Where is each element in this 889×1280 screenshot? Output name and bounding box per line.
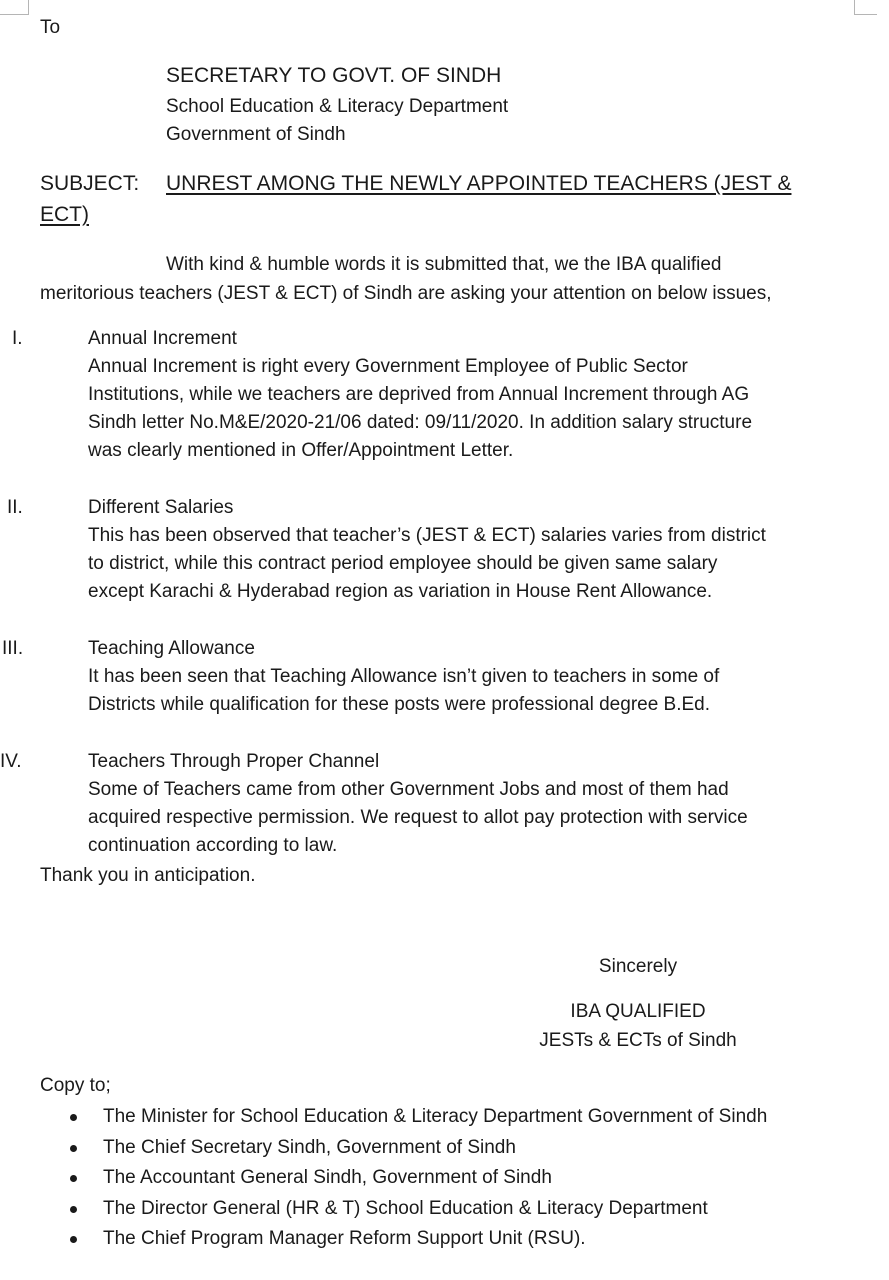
issue-body-line: to district, while this contract period employee should be given same salary [88,553,718,574]
issue-body-line: It has been seen that Teaching Allowance isn’t given to teachers in some of [88,666,720,687]
copy-to-recipient: The Minister for School Education & Literacy Department Government of Sindh [103,1106,768,1127]
copy-to-recipient: The Chief Secretary Sindh, Government of Sindh [103,1136,516,1158]
issue-numeral: II. [7,497,23,518]
issue-body-line: was clearly mentioned in Offer/Appointment Letter. [88,440,514,461]
issue-body-line: Some of Teachers came from other Government Jobs and most of them had [88,779,729,800]
subject-text-line2: ECT) [40,203,89,226]
issue-numeral: I. [12,328,23,349]
page-corner-mark-left [0,0,29,15]
intro-line2: meritorious teachers (JEST & ECT) of Sindh are asking your attention on below issues, [40,283,772,304]
copy-to-recipient: The Accountant General Sindh, Government of Sindh [103,1167,552,1188]
signature-salutation: Sincerely [598,956,678,977]
issue-heading: Annual Increment [88,328,237,349]
signature-name: IBA QUALIFIED [570,1001,706,1022]
issue-body-line: Institutions, while we teachers are deprived from Annual Increment through AG [88,384,750,405]
recipient-title: SECRETARY TO GOVT. OF SINDH [166,64,502,87]
bullet-icon [70,1236,77,1243]
recipient-government: Government of Sindh [166,124,346,145]
intro-line1: With kind & humble words it is submitted that, we the IBA qualified [166,254,722,275]
recipient-department: School Education & Literacy Department [166,96,509,117]
subject-text-line1: UNREST AMONG THE NEWLY APPOINTED TEACHERS (JEST & [166,172,792,195]
issue-heading: Different Salaries [88,497,234,518]
subject-label: SUBJECT: [40,172,140,195]
issue-body-line: Sindh letter No.M&E/2020-21/06 dated: 09/11/2020. In addition salary structure [88,412,753,433]
issue-body-line: Districts while qualification for these posts were professional degree B.Ed. [88,694,711,715]
copy-to-recipient: The Director General (HR & T) School Education & Literacy Department [103,1197,708,1219]
bullet-icon [70,1206,77,1213]
bullet-icon [70,1145,77,1152]
issue-body-line: except Karachi & Hyderabad region as variation in House Rent Allowance. [88,581,713,602]
issue-numeral: III. [2,638,24,659]
copy-to-label: Copy to; [40,1075,111,1096]
issue-body-line: This has been observed that teacher’s (JEST & ECT) salaries varies from district [88,525,766,546]
copy-to-recipient: The Chief Program Manager Reform Support Unit (RSU). [103,1228,586,1249]
issue-body-line: continuation according to law. [88,835,338,856]
bullet-icon [70,1114,77,1121]
issue-heading: Teaching Allowance [88,638,255,659]
issue-numeral: IV. [0,751,22,772]
bullet-icon [70,1175,77,1182]
signature-group: JESTs & ECTs of Sindh [539,1030,737,1051]
closing-line: Thank you in anticipation. [40,865,256,886]
page-corner-mark-right [854,0,877,15]
issue-body-line: Annual Increment is right every Government Employee of Public Sector [88,356,688,377]
issue-heading: Teachers Through Proper Channel [88,751,380,772]
issue-body-line: acquired respective permission. We request to allot pay protection with service [88,807,748,828]
to-label: To [40,17,61,38]
